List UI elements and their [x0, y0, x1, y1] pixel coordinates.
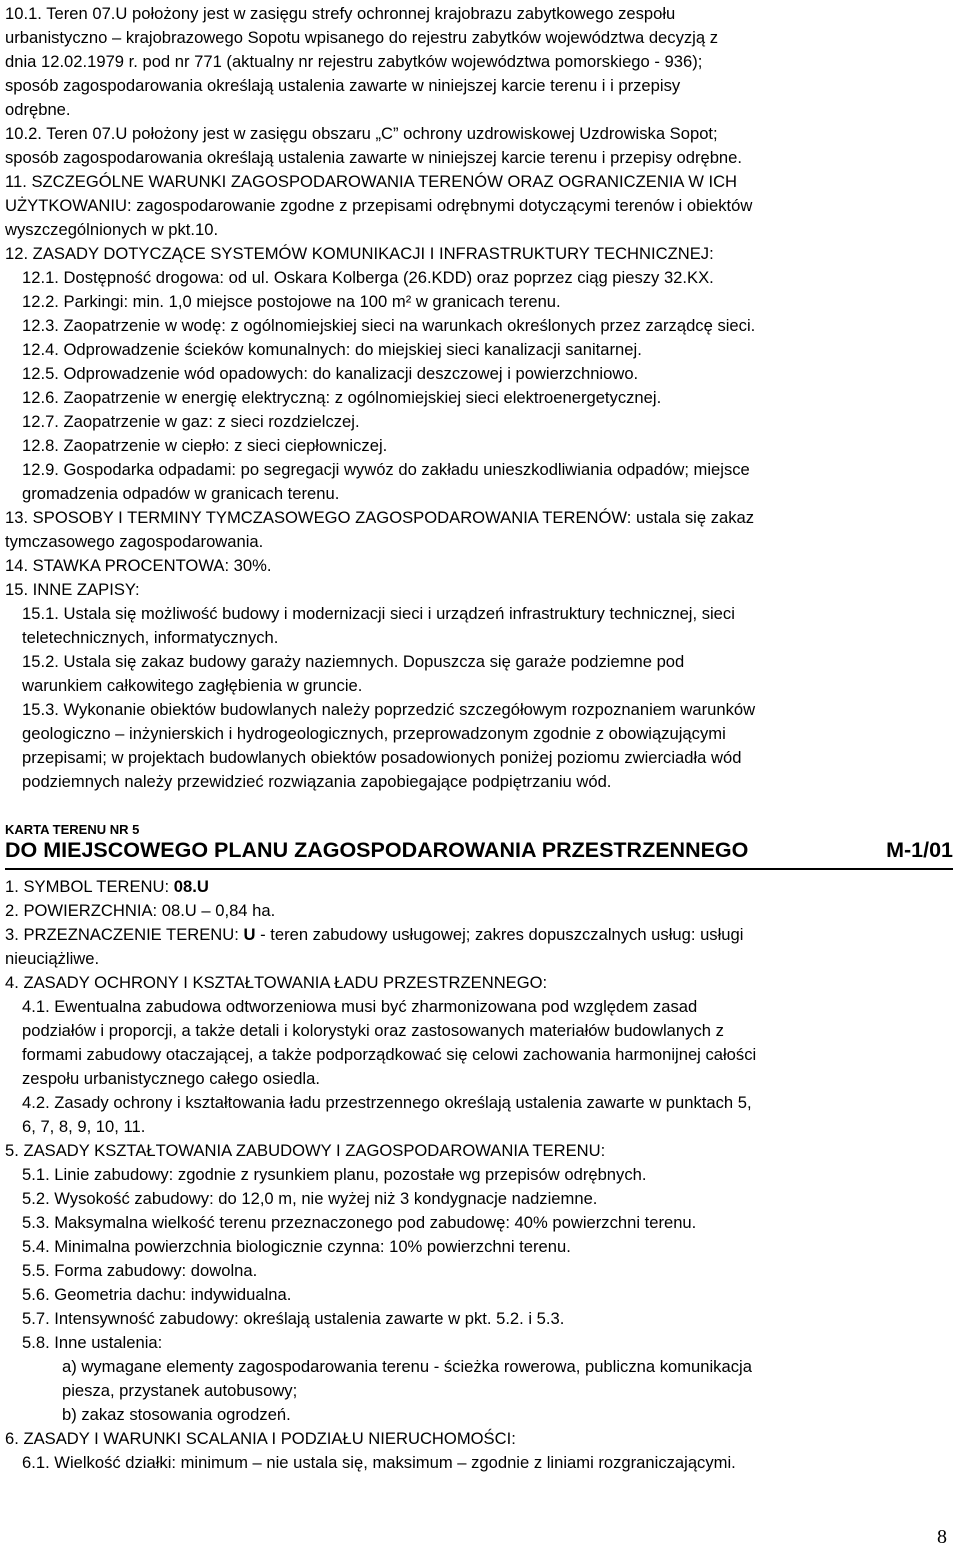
- k3-prefix: 3. PRZEZNACZENIE TERENU:: [5, 925, 244, 944]
- section-11-line: UŻYTKOWANIU: zagospodarowanie zgodne z przepisami odrębnymi dotyczącymi terenów i obiektów: [5, 196, 753, 215]
- karta-label: KARTA TERENU NR 5: [5, 822, 140, 837]
- item-15-3-line: przepisami; w projektach budowlanych obiektów posadowionych poniżej poziomu zwierciadła wód: [22, 748, 742, 767]
- item-12-9-line: gromadzenia odpadów w granicach terenu.: [22, 484, 340, 503]
- k1-symbol-line: [5, 875, 209, 899]
- k5-6: 5.6. Geometria dachu: indywidualna.: [22, 1285, 292, 1304]
- k3-purpose-line2: nieuciążliwe.: [5, 949, 100, 968]
- paragraph-10-2-line: sposób zagospodarowania określają ustalenia zawarte w niniejszej karcie terenu i przepisy odrębne.: [5, 148, 742, 167]
- k4-2-line: 4.2. Zasady ochrony i kształtowania ładu przestrzennego określają ustalenia zawarte w punktach 5,: [22, 1093, 752, 1112]
- k5-title: 5. ZASADY KSZTAŁTOWANIA ZABUDOWY I ZAGOSPODAROWANIA TERENU:: [5, 1141, 606, 1160]
- karta-heading-row: [5, 838, 953, 870]
- k5-1: 5.1. Linie zabudowy: zgodnie z rysunkiem planu, pozostałe wg przepisów odrębnych.: [22, 1165, 647, 1184]
- item-12-2: 12.2. Parkingi: min. 1,0 miejsce postojowe na 100 m² w granicach terenu.: [22, 292, 561, 311]
- section-13-line: 13. SPOSOBY I TERMINY TYMCZASOWEGO ZAGOSPODAROWANIA TERENÓW: ustala się zakaz: [5, 508, 755, 527]
- k5-2: 5.2. Wysokość zabudowy: do 12,0 m, nie wyżej niż 3 kondygnacje nadziemne.: [22, 1189, 598, 1208]
- k6-title: 6. ZASADY I WARUNKI SCALANIA I PODZIAŁU NIERUCHOMOŚCI:: [5, 1429, 516, 1448]
- k2-area-line: 2. POWIERZCHNIA: 08.U – 0,84 ha.: [5, 901, 276, 920]
- item-15-2-line: 15.2. Ustala się zakaz budowy garaży naziemnych. Dopuszcza się garaże podziemne pod: [22, 652, 685, 671]
- k6-1: 6.1. Wielkość działki: minimum – nie ustala się, maksimum – zgodnie z liniami rozgraniczającymi.: [22, 1453, 736, 1472]
- section-14: 14. STAWKA PROCENTOWA: 30%.: [5, 556, 272, 575]
- k5-8-a-line: piesza, przystanek autobusowy;: [62, 1381, 298, 1400]
- item-15-3-line: podziemnych należy przewidzieć rozwiązania zapobiegające podpiętrzaniu wód.: [22, 772, 612, 791]
- k3-purpose-line: [5, 923, 743, 947]
- item-12-5: 12.5. Odprowadzenie wód opadowych: do kanalizacji deszczowej i powierzchniowo.: [22, 364, 639, 383]
- karta-code: M-1/01: [886, 838, 953, 862]
- karta-heading: DO MIEJSCOWEGO PLANU ZAGOSPODAROWANIA PRZESTRZENNEGO: [5, 838, 749, 862]
- section-12-title: 12. ZASADY DOTYCZĄCE SYSTEMÓW KOMUNIKACJI I INFRASTRUKTURY TECHNICZNEJ:: [5, 244, 714, 263]
- k4-1-line: podziałów i proporcji, a także detali i kolorystyki oraz zastosowanych materiałów budowlanych z: [22, 1021, 724, 1040]
- k4-2-line: 6, 7, 8, 9, 10, 11.: [22, 1117, 146, 1136]
- k3-symbol: U: [243, 925, 256, 944]
- paragraph-10-1-line: sposób zagospodarowania określają ustalenia zawarte w niniejszej karcie terenu i i przepisy: [5, 76, 681, 95]
- k5-7: 5.7. Intensywność zabudowy: określają ustalenia zawarte w pkt. 5.2. i 5.3.: [22, 1309, 565, 1328]
- paragraph-10-2-line: 10.2. Teren 07.U położony jest w zasięgu obszaru „C” ochrony uzdrowiskowej Uzdrowiska Sopot;: [5, 124, 718, 143]
- item-12-7: 12.7. Zaopatrzenie w gaz: z sieci rozdzielczej.: [22, 412, 360, 431]
- k4-1-line: formami zabudowy otaczającej, a także podporządkować się celowi zachowania harmonijnej całości: [22, 1045, 757, 1064]
- item-12-1: 12.1. Dostępność drogowa: od ul. Oskara Kolberga (26.KDD) oraz poprzez ciąg pieszy 32.KX.: [22, 268, 714, 287]
- item-15-2-line: warunkiem całkowitego zagłębienia w gruncie.: [22, 676, 363, 695]
- item-12-8: 12.8. Zaopatrzenie w ciepło: z sieci ciepłowniczej.: [22, 436, 388, 455]
- paragraph-10-1-line: 10.1. Teren 07.U położony jest w zasięgu strefy ochronnej krajobrazu zabytkowego zespołu: [5, 4, 676, 23]
- paragraph-10-1-line: urbanistyczno – krajobrazowego Sopotu wpisanego do rejestru zabytków województwa decyzją z: [5, 28, 718, 47]
- section-15-title: 15. INNE ZAPISY:: [5, 580, 140, 599]
- k1-value: 08.U: [173, 877, 209, 896]
- k3-rest: - teren zabudowy usługowej; zakres dopuszczalnych usług: usługi: [255, 925, 744, 944]
- item-12-3: 12.3. Zaopatrzenie w wodę: z ogólnomiejskiej sieci na warunkach określonych przez zarządcę sieci.: [22, 316, 756, 335]
- item-15-1-line: 15.1. Ustala się możliwość budowy i modernizacji sieci i urządzeń infrastruktury technicznej, sieci: [22, 604, 735, 623]
- k4-1-line: 4.1. Ewentualna zabudowa odtworzeniowa musi być zharmonizowana pod względem zasad: [22, 997, 698, 1016]
- section-11-line: wyszczególnionych w pkt.10.: [5, 220, 219, 239]
- paragraph-10-1-line: odrębne.: [5, 100, 71, 119]
- k5-8-b: b) zakaz stosowania ogrodzeń.: [62, 1405, 291, 1424]
- item-15-3-line: geologiczno – inżynierskich i hydrogeologicznych, przeprowadzonym zgodnie z obowiązującymi: [22, 724, 726, 743]
- section-13-line: tymczasowego zagospodarowania.: [5, 532, 264, 551]
- section-11-line: 11. SZCZEGÓLNE WARUNKI ZAGOSPODAROWANIA TERENÓW ORAZ OGRANICZENIA W ICH: [5, 172, 738, 191]
- k4-1-line: zespołu urbanistycznego całego osiedla.: [22, 1069, 320, 1088]
- k1-prefix: 1. SYMBOL TERENU:: [5, 877, 174, 896]
- item-12-4: 12.4. Odprowadzenie ścieków komunalnych: do miejskiej sieci kanalizacji sanitarnej.: [22, 340, 642, 359]
- k5-4: 5.4. Minimalna powierzchnia biologicznie czynna: 10% powierzchni terenu.: [22, 1237, 571, 1256]
- item-15-1-line: teletechnicznych, informatycznych.: [22, 628, 279, 647]
- k5-3: 5.3. Maksymalna wielkość terenu przeznaczonego pod zabudowę: 40% powierzchni terenu.: [22, 1213, 697, 1232]
- paragraph-10-1-line: dnia 12.02.1979 r. pod nr 771 (aktualny nr rejestru zabytków województwa pomorskiego - 936);: [5, 52, 703, 71]
- page-number: 8: [937, 1526, 947, 1548]
- item-12-9-line: 12.9. Gospodarka odpadami: po segregacji wywóz do zakładu unieszkodliwiania odpadów; miejsce: [22, 460, 750, 479]
- k5-8-a-line: a) wymagane elementy zagospodarowania terenu - ścieżka rowerowa, publiczna komunikacja: [62, 1357, 752, 1376]
- k5-8: 5.8. Inne ustalenia:: [22, 1333, 163, 1352]
- item-12-6: 12.6. Zaopatrzenie w energię elektryczną: z ogólnomiejskiej sieci elektroenergetycznej.: [22, 388, 662, 407]
- item-15-3-line: 15.3. Wykonanie obiektów budowlanych należy poprzedzić szczegółowym rozpoznaniem warunków: [22, 700, 756, 719]
- k4-title: 4. ZASADY OCHRONY I KSZTAŁTOWANIA ŁADU PRZESTRZENNEGO:: [5, 973, 548, 992]
- k5-5: 5.5. Forma zabudowy: dowolna.: [22, 1261, 258, 1280]
